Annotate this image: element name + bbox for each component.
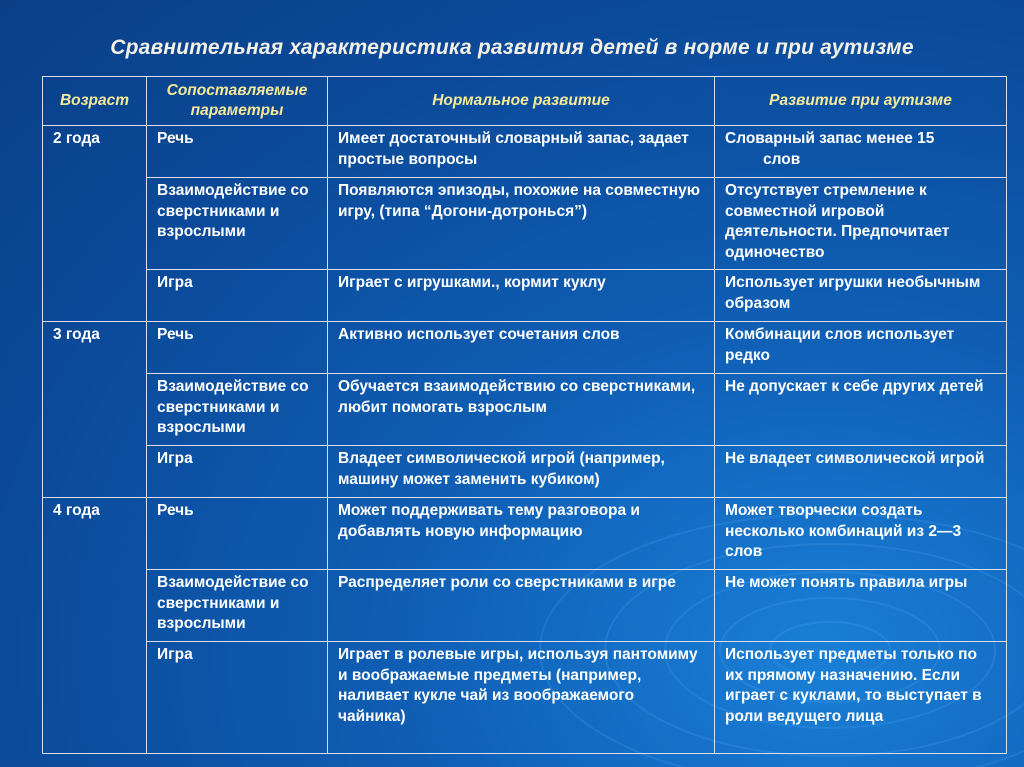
param-cell: Речь [147,498,328,570]
table-row [43,374,1007,446]
normal-cell: Может поддерживать тему разговора и добавлять новую информацию [328,498,715,570]
autism-cell: Не может понять правила игры [715,570,1007,642]
autism-cell: Отсутствует стремление к совместной игровой деятельности. Предпочитает одиночество [715,178,1007,270]
autism-cell: Может творчески создать несколько комбинаций из 2—3 слов [715,498,1007,570]
normal-cell: Обучается взаимодействию со сверстниками, любит помогать взрослым [328,374,715,446]
autism-cell: Комбинации слов использует редко [715,322,1007,374]
age-cell: 4 года [43,498,147,754]
param-cell: Игра [147,446,328,498]
autism-cell [715,126,1007,178]
comparison-table [42,76,1007,754]
table-row [43,270,1007,322]
normal-cell: Появляются эпизоды, похожие на совместную игру, (типа “Догони-дотронься”) [328,178,715,270]
normal-cell: Распределяет роли со сверстниками в игре [328,570,715,642]
autism-cell: Использует игрушки необычным образом [715,270,1007,322]
age-cell: 2 года [43,126,147,322]
table-row [43,322,1007,374]
table-row [43,498,1007,570]
autism-cell: Использует предметы только по их прямому назначению. Если играет с куклами, то выступает в роли ведущего лица [715,642,1007,754]
autism-line: слов [763,150,801,168]
normal-cell: Владеет символической игрой (например, машину может заменить кубиком) [328,446,715,498]
autism-cell: Не допускает к себе других детей [715,374,1007,446]
header-autism: Развитие при аутизме [715,77,1007,126]
header-params: Сопоставляемые параметры [147,77,328,126]
param-cell: Взаимодействие со сверстниками и взрослыми [147,570,328,642]
normal-cell: Имеет достаточный словарный запас, задает простые вопросы [328,126,715,178]
autism-line: Словарный запас менее 15 [725,130,935,147]
slide-title: Сравнительная характеристика развития детей в норме и при аутизме [110,36,914,59]
param-cell: Речь [147,322,328,374]
normal-cell: Играет в ролевые игры, используя пантомиму и воображаемые предметы (например, наливает кукле чай из воображаемого чайника) [328,642,715,754]
table-row [43,570,1007,642]
param-cell: Взаимодействие со сверстниками и взрослыми [147,374,328,446]
table-row [43,642,1007,754]
table-row [43,178,1007,270]
table-row [43,446,1007,498]
normal-cell: Активно использует сочетания слов [328,322,715,374]
table-header-row [43,77,1007,126]
table-row [43,126,1007,178]
param-cell: Игра [147,270,328,322]
normal-cell: Играет с игрушками., кормит куклу [328,270,715,322]
header-normal: Нормальное развитие [328,77,715,126]
header-age: Возраст [43,77,147,126]
param-cell: Взаимодействие со сверстниками и взрослыми [147,178,328,270]
autism-cell: Не владеет символической игрой [715,446,1007,498]
param-cell: Игра [147,642,328,754]
age-cell: 3 года [43,322,147,498]
param-cell: Речь [147,126,328,178]
